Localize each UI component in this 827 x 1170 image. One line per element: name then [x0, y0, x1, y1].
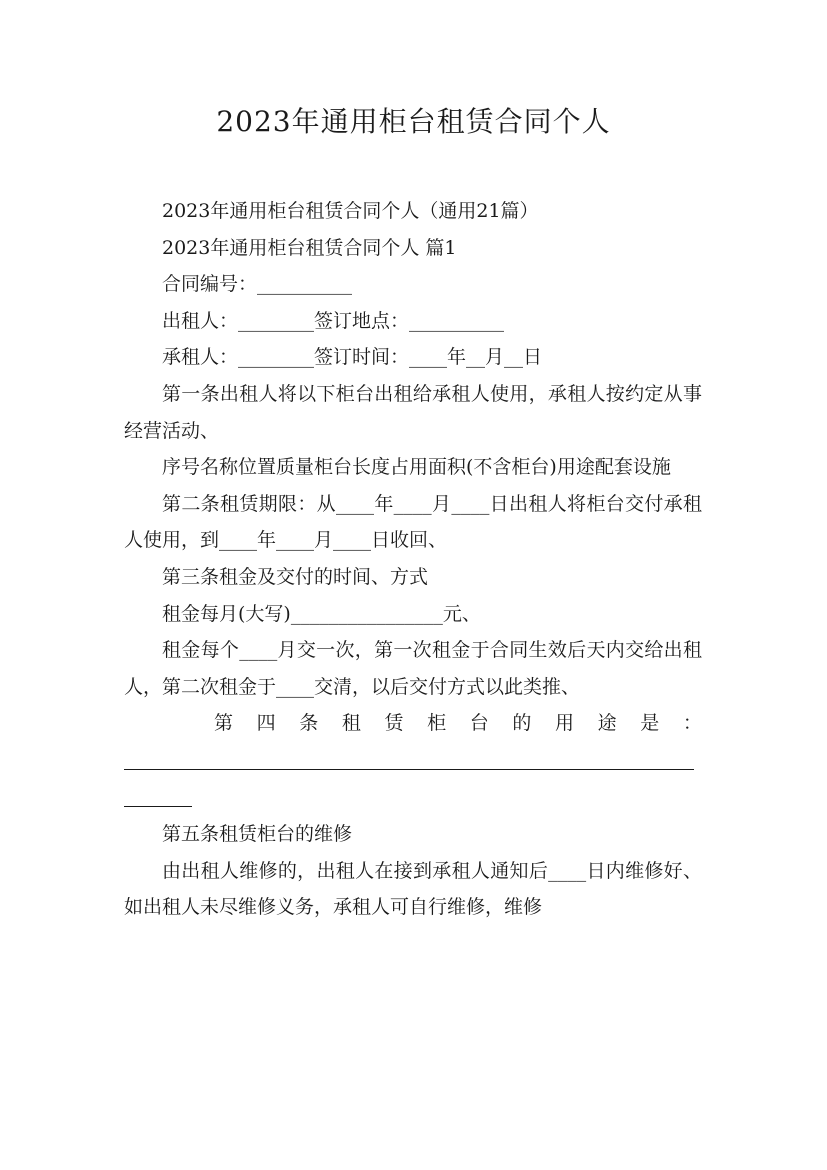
- paragraph-article-4: [124, 705, 702, 742]
- article-4-char: 四: [256, 712, 276, 735]
- blank-line-long: [124, 742, 702, 779]
- paragraph-lessee: 承租人：________签订时间：____年__月__日: [162, 346, 543, 369]
- article-4-char: 赁: [384, 712, 404, 735]
- article-4-char: 台: [469, 712, 489, 735]
- paragraph-contract-number: 合同编号：__________: [162, 273, 353, 296]
- paragraph-subtitle: 2023年通用柜台租赁合同个人（通用21篇）: [162, 200, 539, 222]
- document-title: 2023年通用柜台租赁合同个人: [216, 105, 611, 138]
- paragraph-article-2: 第二条租赁期限：从____年____月____日出租人将柜台交付承租人使用，到____年____月____日收回、: [124, 492, 702, 552]
- paragraph-repair: 由出租人维修的，出租人在接到承租人通知后____日内维修好、如出租人未尽维修义务，承租人可自行维修，维修: [124, 859, 702, 919]
- article-4-char: 条: [299, 712, 319, 735]
- article-4-char: 的: [512, 712, 532, 735]
- paragraph-monthly-rent: 租金每月(大写)________________元、: [162, 602, 481, 625]
- paragraph-rent-payment: 租金每个____月交一次，第一次租金于合同生效后天内交给出租人，第二次租金于____交清，以后交付方式以此类推、: [124, 639, 702, 698]
- paragraph-table-header: 序号名称位置质量柜台长度占用面积(不含柜台)用途配套设施: [162, 456, 671, 479]
- article-4-char: 是: [640, 712, 660, 735]
- article-4-char: ：: [682, 712, 702, 735]
- paragraph-article-1: 第一条出租人将以下柜台出租给承租人使用，承租人按约定从事经营活动、: [124, 382, 702, 442]
- paragraph-section-heading: 2023年通用柜台租赁合同个人 篇1: [162, 236, 457, 259]
- paragraph-article-5: 第五条租赁柜台的维修: [162, 822, 353, 845]
- article-4-char: 柜: [427, 712, 447, 735]
- article-4-char: 第: [214, 712, 234, 735]
- article-4-char: 途: [597, 712, 617, 735]
- paragraph-lessor: 出租人：________签订地点：__________: [162, 309, 505, 332]
- document-body: [124, 193, 702, 926]
- article-4-char: 用: [555, 712, 575, 735]
- article-4-char: 租: [341, 712, 361, 735]
- paragraph-article-3: 第三条租金及交付的时间、方式: [162, 565, 429, 588]
- blank-line-short: [124, 779, 702, 816]
